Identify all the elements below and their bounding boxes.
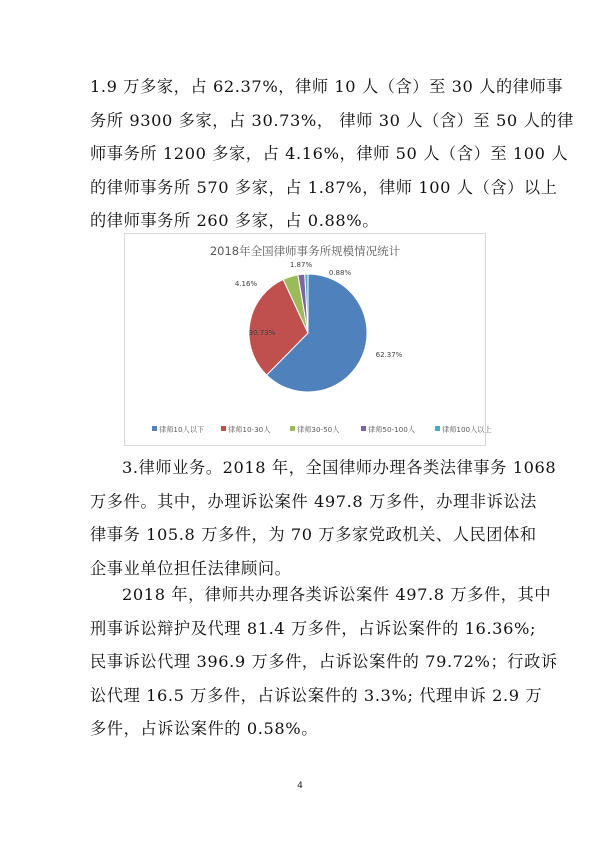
legend-swatch (435, 426, 440, 431)
text-line: 多件，占诉讼案件的 0.58%。 (90, 719, 319, 738)
text-line: 1.9 万多家，占 62.37%，律师 10 人（含）至 30 人的律师事 (90, 77, 564, 96)
page-number: 4 (297, 781, 303, 791)
text-line: 律事务 105.8 万多件，为 70 万多家党政机关、人民团体和 (90, 525, 537, 544)
text-line: 企事业单位担任法律顾问。 (90, 558, 292, 578)
data-label: 62.37% (375, 351, 403, 359)
pie-chart (125, 234, 492, 445)
legend-swatch (221, 426, 226, 431)
text-line: 万多件。其中，办理诉讼案件 497.8 万多件，办理非诉讼法 (90, 491, 537, 511)
legend-swatch (290, 426, 295, 431)
legend-label: 律师50-100人 (368, 425, 416, 434)
text-line: 的律师事务所 570 多家，占 1.87%，律师 100 人（含）以上 (90, 177, 558, 197)
legend-label: 律师100人以上 (442, 425, 492, 434)
paragraph-lawyer-business (90, 451, 557, 585)
data-label: 0.88% (328, 269, 352, 277)
text-line: 师事务所 1200 多家，占 4.16%，律师 50 人（含）至 100 人 (90, 144, 569, 163)
legend-swatch (152, 426, 157, 431)
text-line: 民事诉讼代理 396.9 万多件，占诉讼案件的 79.72%；行政诉 (90, 652, 558, 671)
text-line: 务所 9300 多家，占 30.73%， 律师 30 人（含）至 50 人的律 (90, 110, 574, 130)
chart-title: 2018年全国律师事务所规模情况统计 (209, 244, 401, 258)
legend-label: 律师30-50人 (297, 425, 340, 434)
text-line: 的律师事务所 260 多家，占 0.88%。 (90, 211, 380, 230)
data-label: 30.73% (248, 329, 276, 337)
paragraph-litigation-cases (90, 578, 558, 746)
text-line: 讼代理 16.5 万多件，占诉讼案件的 3.3%; 代理申诉 2.9 万 (90, 685, 543, 705)
chart-legend (152, 425, 492, 434)
legend-label: 律师10-30人 (228, 425, 271, 434)
data-label: 4.16% (234, 280, 258, 288)
text-line: 2018 年，律师共办理各类诉讼案件 497.8 万多件，其中 (122, 585, 552, 604)
text-line: 刑事诉讼辩护及代理 81.4 万多件，占诉讼案件的 16.36%; (90, 618, 537, 638)
data-label: 1.87% (289, 261, 313, 269)
text-line: 3.律师业务。2018 年，全国律师办理各类法律事务 1068 (122, 458, 557, 477)
pie-chart-container (124, 233, 492, 446)
legend-swatch (361, 426, 366, 431)
paragraph-law-firm-scale (90, 70, 574, 238)
legend-label: 律师10人以下 (159, 425, 205, 434)
